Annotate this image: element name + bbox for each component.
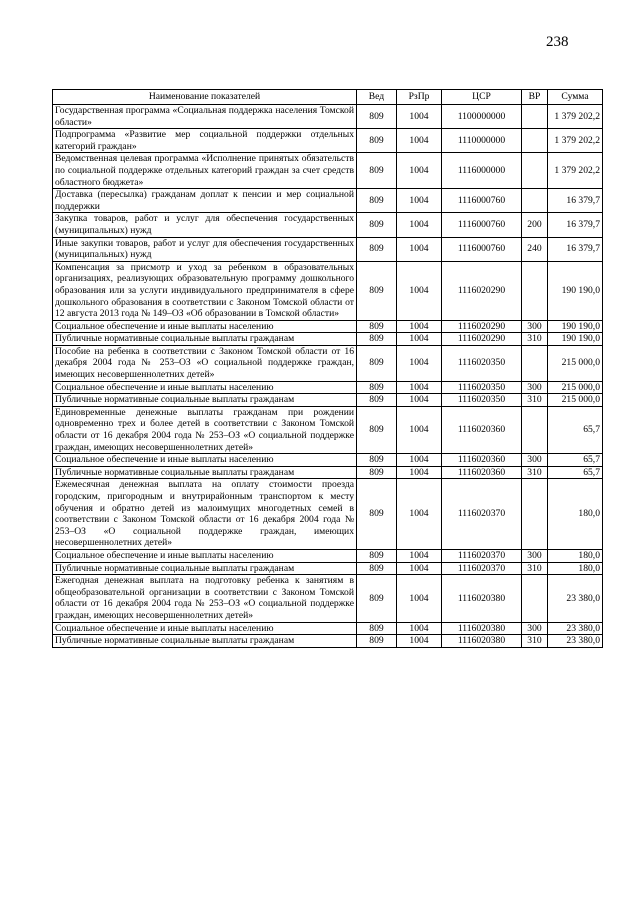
cell-sum: 215 000,0 xyxy=(548,394,603,407)
cell-ved: 809 xyxy=(357,454,397,467)
cell-rzpr: 1004 xyxy=(397,153,442,189)
table-row xyxy=(53,261,603,320)
cell-sum: 16 379,7 xyxy=(548,213,603,237)
page-number: 238 xyxy=(546,34,569,50)
cell-sum: 1 379 202,2 xyxy=(548,129,603,153)
cell-sum: 180,0 xyxy=(548,549,603,562)
cell-name: Социальное обеспечение и иные выплаты населению xyxy=(53,549,357,562)
cell-rzpr: 1004 xyxy=(397,333,442,346)
cell-csr: 1116000760 xyxy=(442,213,522,237)
cell-ved: 809 xyxy=(357,381,397,394)
cell-csr: 1116020380 xyxy=(442,635,522,648)
cell-rzpr: 1004 xyxy=(397,454,442,467)
table-body xyxy=(53,105,603,648)
table-row xyxy=(53,394,603,407)
cell-sum: 65,7 xyxy=(548,454,603,467)
table-row xyxy=(53,153,603,189)
header-sum: Сумма xyxy=(548,90,603,105)
cell-name: Публичные нормативные социальные выплаты гражданам xyxy=(53,333,357,346)
cell-vr xyxy=(522,189,548,213)
cell-vr: 200 xyxy=(522,213,548,237)
cell-csr: 1116020290 xyxy=(442,261,522,320)
cell-rzpr: 1004 xyxy=(397,635,442,648)
table-row xyxy=(53,549,603,562)
cell-ved: 809 xyxy=(357,635,397,648)
cell-csr: 1116000000 xyxy=(442,153,522,189)
cell-csr: 1116020290 xyxy=(442,333,522,346)
table-row xyxy=(53,105,603,129)
cell-csr: 1116000760 xyxy=(442,237,522,261)
table-row xyxy=(53,381,603,394)
cell-sum: 1 379 202,2 xyxy=(548,153,603,189)
cell-vr xyxy=(522,105,548,129)
cell-sum: 16 379,7 xyxy=(548,189,603,213)
table-row xyxy=(53,320,603,333)
cell-ved: 809 xyxy=(357,320,397,333)
cell-name: Государственная программа «Социальная поддержка населения Томской области» xyxy=(53,105,357,129)
cell-ved: 809 xyxy=(357,213,397,237)
cell-vr: 310 xyxy=(522,562,548,575)
table-row xyxy=(53,213,603,237)
cell-rzpr: 1004 xyxy=(397,213,442,237)
cell-csr: 1116020370 xyxy=(442,479,522,550)
table-row xyxy=(53,454,603,467)
cell-sum: 1 379 202,2 xyxy=(548,105,603,129)
cell-rzpr: 1004 xyxy=(397,129,442,153)
cell-name: Единовременные денежные выплаты гражданам при рождении одновременно трех и более детей в соответствии с Законом Томской области от 16 декабря 2004 года № 253–ОЗ «О социальной поддержке граждан, имеющих несовершеннолетних детей» xyxy=(53,406,357,453)
cell-name: Публичные нормативные социальные выплаты гражданам xyxy=(53,466,357,479)
header-name: Наименование показателей xyxy=(53,90,357,105)
header-csr: ЦСР xyxy=(442,90,522,105)
cell-csr: 1116020360 xyxy=(442,466,522,479)
cell-sum: 65,7 xyxy=(548,466,603,479)
cell-name: Социальное обеспечение и иные выплаты населению xyxy=(53,381,357,394)
table-row xyxy=(53,479,603,550)
cell-sum: 190 190,0 xyxy=(548,333,603,346)
table-row xyxy=(53,575,603,622)
cell-csr: 1116020350 xyxy=(442,345,522,381)
cell-name: Доставка (пересылка) гражданам доплат к пенсии и мер социальной поддержки xyxy=(53,189,357,213)
cell-sum: 190 190,0 xyxy=(548,320,603,333)
cell-rzpr: 1004 xyxy=(397,105,442,129)
cell-vr: 300 xyxy=(522,381,548,394)
cell-rzpr: 1004 xyxy=(397,622,442,635)
cell-vr: 300 xyxy=(522,622,548,635)
cell-vr xyxy=(522,479,548,550)
table-row xyxy=(53,635,603,648)
table-row xyxy=(53,189,603,213)
table-row xyxy=(53,622,603,635)
table-row xyxy=(53,237,603,261)
cell-sum: 65,7 xyxy=(548,406,603,453)
cell-vr xyxy=(522,129,548,153)
cell-rzpr: 1004 xyxy=(397,479,442,550)
table-row xyxy=(53,129,603,153)
table-row xyxy=(53,406,603,453)
cell-rzpr: 1004 xyxy=(397,466,442,479)
cell-vr xyxy=(522,575,548,622)
cell-name: Публичные нормативные социальные выплаты гражданам xyxy=(53,635,357,648)
cell-vr xyxy=(522,406,548,453)
cell-sum: 23 380,0 xyxy=(548,622,603,635)
cell-ved: 809 xyxy=(357,549,397,562)
table-row xyxy=(53,562,603,575)
cell-sum: 180,0 xyxy=(548,562,603,575)
cell-name: Иные закупки товаров, работ и услуг для обеспечения государственных (муниципальных) нужд xyxy=(53,237,357,261)
cell-name: Подпрограмма «Развитие мер социальной поддержки отдельных категорий граждан» xyxy=(53,129,357,153)
cell-vr: 300 xyxy=(522,320,548,333)
cell-rzpr: 1004 xyxy=(397,394,442,407)
cell-sum: 190 190,0 xyxy=(548,261,603,320)
cell-ved: 809 xyxy=(357,575,397,622)
cell-ved: 809 xyxy=(357,345,397,381)
cell-csr: 1110000000 xyxy=(442,129,522,153)
cell-name: Публичные нормативные социальные выплаты гражданам xyxy=(53,562,357,575)
cell-ved: 809 xyxy=(357,105,397,129)
cell-csr: 1116000760 xyxy=(442,189,522,213)
cell-csr: 1116020350 xyxy=(442,394,522,407)
cell-sum: 215 000,0 xyxy=(548,345,603,381)
cell-rzpr: 1004 xyxy=(397,320,442,333)
cell-csr: 1116020370 xyxy=(442,549,522,562)
cell-vr: 300 xyxy=(522,549,548,562)
header-rzpr: РзПр xyxy=(397,90,442,105)
cell-name: Компенсация за присмотр и уход за ребенком в образовательных организациях, реализующих образовательную программу дошкольного образования или за услуги индивидуального предпринимателя в сфере дошкольного образования в соответствии с Законом Томской области от 12 августа 2013 года № 149–ОЗ «Об образовании в Томской области» xyxy=(53,261,357,320)
cell-name: Пособие на ребенка в соответствии с Законом Томской области от 16 декабря 2004 года № 253–ОЗ «О социальной поддержке граждан, имеющих несовершеннолетних детей» xyxy=(53,345,357,381)
cell-rzpr: 1004 xyxy=(397,237,442,261)
cell-rzpr: 1004 xyxy=(397,406,442,453)
cell-ved: 809 xyxy=(357,237,397,261)
cell-vr: 240 xyxy=(522,237,548,261)
cell-vr: 310 xyxy=(522,333,548,346)
cell-rzpr: 1004 xyxy=(397,381,442,394)
cell-csr: 1116020380 xyxy=(442,575,522,622)
cell-ved: 809 xyxy=(357,129,397,153)
cell-csr: 1116020370 xyxy=(442,562,522,575)
cell-csr: 1116020360 xyxy=(442,454,522,467)
cell-ved: 809 xyxy=(357,333,397,346)
cell-rzpr: 1004 xyxy=(397,345,442,381)
cell-sum: 16 379,7 xyxy=(548,237,603,261)
cell-vr xyxy=(522,153,548,189)
cell-vr: 310 xyxy=(522,394,548,407)
cell-ved: 809 xyxy=(357,189,397,213)
cell-sum: 23 380,0 xyxy=(548,635,603,648)
cell-ved: 809 xyxy=(357,466,397,479)
cell-rzpr: 1004 xyxy=(397,549,442,562)
cell-name: Ежемесячная денежная выплата на оплату стоимости проезда городским, пригородным и внутрирайонным транспортом к месту обучения и обратно детей из малоимущих многодетных семей в соответствии с Законом Томской области от 16 декабря 2004 года № 253–ОЗ «О социальной поддержке граждан, имеющих несовершеннолетних детей» xyxy=(53,479,357,550)
cell-csr: 1100000000 xyxy=(442,105,522,129)
cell-name: Закупка товаров, работ и услуг для обеспечения государственных (муниципальных) нужд xyxy=(53,213,357,237)
cell-csr: 1116020350 xyxy=(442,381,522,394)
cell-csr: 1116020290 xyxy=(442,320,522,333)
cell-name: Социальное обеспечение и иные выплаты населению xyxy=(53,622,357,635)
table-header-row xyxy=(53,90,603,105)
cell-name: Ежегодная денежная выплата на подготовку ребенка к занятиям в общеобразовательной организации в соответствии с Законом Томской области от 16 декабря 2004 года № 253–ОЗ «О социальной поддержке граждан, имеющих несовершеннолетних детей» xyxy=(53,575,357,622)
cell-sum: 215 000,0 xyxy=(548,381,603,394)
cell-rzpr: 1004 xyxy=(397,261,442,320)
header-ved: Вед xyxy=(357,90,397,105)
cell-vr xyxy=(522,261,548,320)
cell-ved: 809 xyxy=(357,562,397,575)
cell-name: Публичные нормативные социальные выплаты гражданам xyxy=(53,394,357,407)
cell-ved: 809 xyxy=(357,622,397,635)
cell-vr xyxy=(522,345,548,381)
cell-rzpr: 1004 xyxy=(397,575,442,622)
cell-name: Социальное обеспечение и иные выплаты населению xyxy=(53,454,357,467)
cell-vr: 310 xyxy=(522,635,548,648)
cell-sum: 180,0 xyxy=(548,479,603,550)
table-row xyxy=(53,466,603,479)
cell-ved: 809 xyxy=(357,261,397,320)
table-row xyxy=(53,333,603,346)
cell-csr: 1116020360 xyxy=(442,406,522,453)
cell-vr: 300 xyxy=(522,454,548,467)
cell-rzpr: 1004 xyxy=(397,189,442,213)
table-row xyxy=(53,345,603,381)
cell-name: Ведомственная целевая программа «Исполнение принятых обязательств по социальной поддержке отдельных категорий граждан за счет средств областного бюджета» xyxy=(53,153,357,189)
header-vr: ВР xyxy=(522,90,548,105)
cell-ved: 809 xyxy=(357,153,397,189)
cell-rzpr: 1004 xyxy=(397,562,442,575)
cell-csr: 1116020380 xyxy=(442,622,522,635)
cell-ved: 809 xyxy=(357,479,397,550)
cell-ved: 809 xyxy=(357,406,397,453)
cell-name: Социальное обеспечение и иные выплаты населению xyxy=(53,320,357,333)
cell-sum: 23 380,0 xyxy=(548,575,603,622)
cell-vr: 310 xyxy=(522,466,548,479)
budget-table xyxy=(52,89,603,648)
cell-ved: 809 xyxy=(357,394,397,407)
